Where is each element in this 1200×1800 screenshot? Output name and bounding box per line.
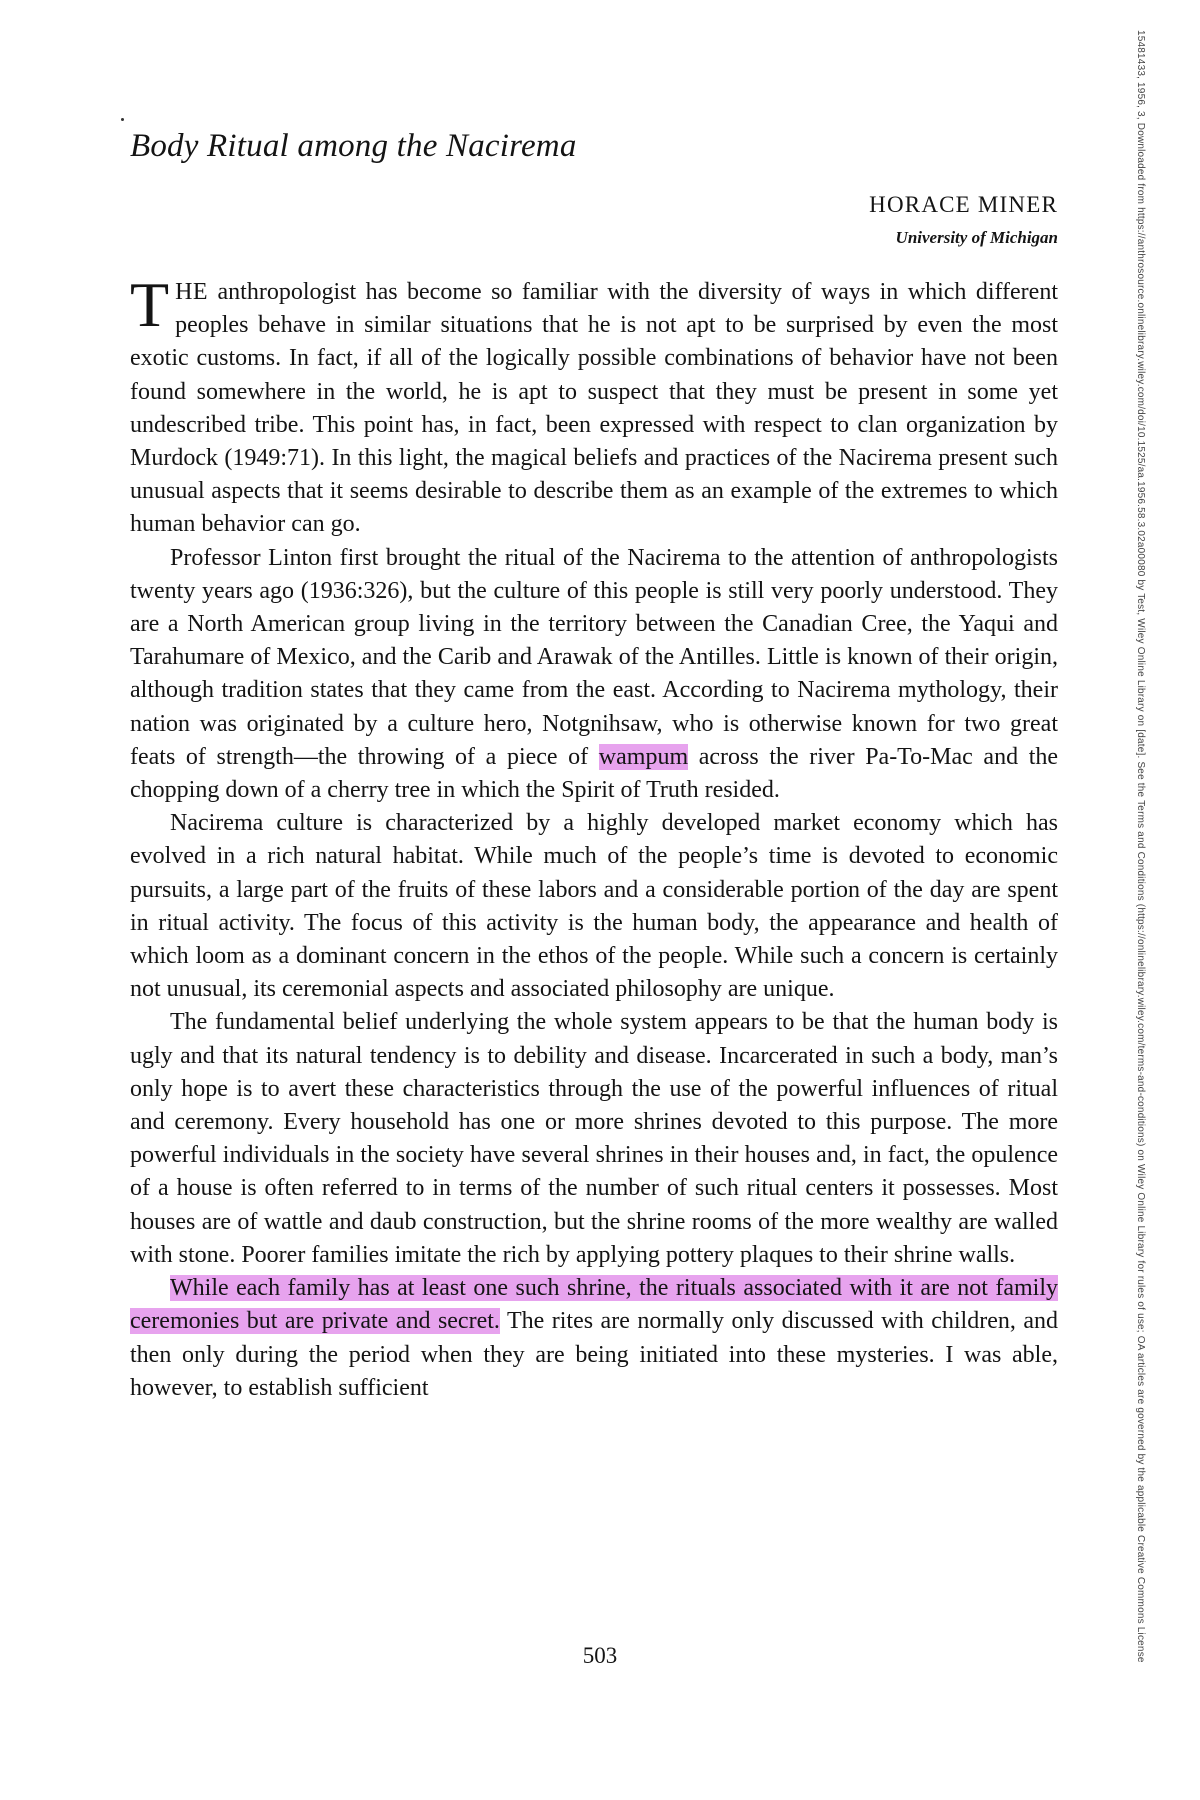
paragraph-1 [130,269,1058,542]
paragraph-4-text: The fundamental belief underlying the whole system appears to be that the human body is ugly and that its natural tendency is to debility and disease. Incarcerated in such a body, man’s only hope is to avert these characteristics through the use of the powerful influences of ritual and ceremony. Every household has one or more shrines devoted to this purpose. The more powerful individuals in the society have several shrines in their houses and, in fact, the opulence of a house is often referred to in terms of the number of such ritual centers it possesses. Most houses are of wattle and daub construction, but the shrine rooms of the more wealthy are walled with stone. Poorer families imitate the rich by applying pottery plaques to their shrine walls. [130,1009,1058,1268]
stray-mark [121,118,124,121]
author-name: HORACE MINER [869,192,1058,217]
article-title: Body Ritual among the Nacirema [130,128,577,164]
highlighted-word[interactable]: wampum [598,743,689,770]
paragraph-2-text-after: across the river Pa-To-Mac and the chopping down of a cherry tree in which the Spirit of Truth resided. [130,743,1059,804]
download-notice: 15481433, 1956, 3, Downloaded from https://anthrosource.onlinelibrary.wiley.com/doi/10.1525/aa.1956.58.3.02a00080 by Test, Wiley Online Library on [date]. See the Terms and Conditions (https://onlinelibrary.wiley.com/terms-and-conditions) on Wiley Online Library for rules of use; OA articles are governed by the applicable Creative Commons License [1135,30,1146,1663]
paragraph-4 [130,1006,1058,1272]
author-affiliation: University of Michigan [895,228,1058,247]
paragraph-1-text: anthropologist has become so familiar with the diversity of ways in which different peoples behave in similar situations that he is not apt to be surprised by even the most exotic customs. In fact, if all of the logically possible combinations of behavior have not been found somewhere in the world, he is apt to suspect that they must be present in some yet undescribed tribe. This point has, in fact, been expressed with respect to clan organization by Murdock (1949:71). In this light, the magical beliefs and practices of the Nacirema present such unusual aspects that it seems desirable to describe them as an example of the extremes to which human behavior can go. [130,279,1058,538]
paragraph-5 [130,1272,1058,1405]
opening-smallcaps: HE [175,279,209,305]
paragraph-5-text-after: The rites are normally only discussed with children, and then only during the period when they are being initiated into these mysteries. I was able, however, to establish sufficient [130,1308,1059,1401]
page-number: 503 [582,1643,618,1668]
article-body [130,269,1059,1405]
paragraph-2 [130,542,1058,808]
paragraph-3 [130,807,1058,1006]
highlighted-sentence[interactable]: While each family has at least one such shrine, the rituals associated with it are not family ceremonies but are private and secret. [130,1275,1058,1335]
drop-cap: T [130,269,170,340]
paragraph-2-text-before: Professor Linton first brought the ritual of the Nacirema to the attention of anthropologists twenty years ago (1936:326), but the culture of this people is still very poorly understood. They are a North American group living in the territory between the Canadian Cree, the Yaqui and Tarahumare of Mexico, and the Carib and Arawak of the Antilles. Little is known of their origin, although tradition states that they came from the east. According to Nacirema mythology, their nation was originated by a culture hero, Notgnihsaw, who is otherwise known for two great feats of strength—the throwing of a piece of [130,544,1058,770]
paragraph-3-text: Nacirema culture is characterized by a highly developed market economy which has evolved in a rich natural habitat. While much of the people’s time is devoted to economic pursuits, a large part of the fruits of these labors and a considerable portion of the day are spent in ritual activity. The focus of this activity is the human body, the appearance and health of which loom as a dominant concern in the ethos of the people. While such a concern is certainly not unusual, its ceremonial aspects and associated philosophy are unique. [130,810,1058,1003]
